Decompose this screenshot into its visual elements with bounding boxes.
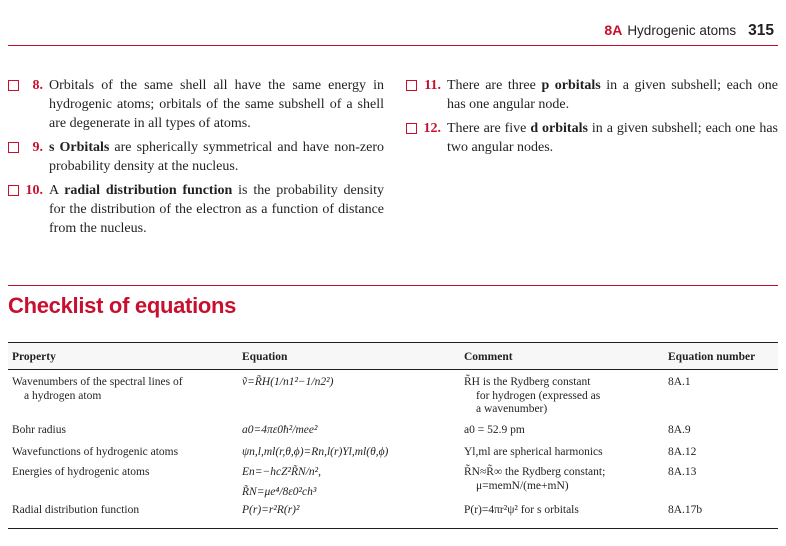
checkbox-square-icon [406, 80, 417, 91]
item-text: Orbitals of the same shell all have the same energy in hydrogenic atoms; orbitals of the same subshell of a shell are degenerate in all types of atoms. [49, 78, 384, 132]
header-equation: Equation [242, 351, 288, 363]
section-title: Hydrogenic atoms [627, 23, 737, 38]
cell-equation: a0=4πε0ħ²/mee² [242, 424, 318, 436]
cell-property: Wavenumbers of the spectral lines of a hydrogen atom [12, 376, 183, 402]
cell-property: Radial distribution function [12, 504, 140, 516]
item-number: 10. [25, 183, 43, 199]
section-number: 8A [604, 22, 623, 38]
cell-comment: Yl,ml are spherical harmonics [464, 446, 603, 458]
checklist-item [8, 181, 384, 239]
cell-comment: R̃H is the Rydberg constant for hydrogen (expressed as a wavenumber) [464, 376, 601, 415]
cell-equation: En=−hcZ²R̃N/n², R̃N=μe⁴/8ε0²ch³ [242, 466, 321, 498]
item-text: There are five d orbitals in a given subshell; each one has two angular nodes. [447, 120, 778, 156]
running-head [604, 22, 774, 40]
equations-heading: Checklist of equations [8, 293, 237, 318]
checkbox-square-icon [8, 80, 19, 91]
item-text: There are three p orbitals in a given subshell; each one has one angular node. [447, 78, 778, 113]
item-number: 9. [32, 140, 43, 156]
checklist-item [8, 138, 384, 176]
cell-equation-number: 8A.13 [668, 466, 697, 478]
table-header-row [8, 342, 778, 370]
item-number: 12. [423, 120, 441, 136]
item-number: 11. [424, 78, 441, 93]
table-bottom-rule [8, 528, 778, 529]
checkbox-square-icon [8, 185, 19, 196]
equations-table [8, 342, 778, 516]
cell-equation: ṽ=R̃H(1/n1²−1/n2²) [242, 376, 334, 388]
cell-property: Bohr radius [12, 424, 66, 436]
checklist-item [406, 76, 778, 114]
cell-equation: ψn,l,ml(r,θ,ϕ)=Rn,l(r)Yl,ml(θ,ϕ) [242, 446, 389, 458]
cell-comment: a0 = 52.9 pm [464, 424, 525, 436]
checkbox-square-icon [8, 142, 19, 153]
cell-property: Energies of hydrogenic atoms [12, 466, 150, 478]
checklist-left-column [8, 76, 384, 243]
cell-equation-number: 8A.17b [668, 504, 703, 516]
header-rule [8, 45, 778, 46]
cell-equation-number: 8A.1 [668, 376, 691, 388]
item-text: s Orbitals are spherically symmetrical and have non-zero probability density at the nucleus. [49, 140, 384, 175]
cell-equation: P(r)=r²R(r)² [242, 504, 300, 516]
header-equation-number: Equation number [668, 351, 756, 363]
header-property: Property [12, 351, 56, 363]
checkbox-square-icon [406, 123, 417, 134]
checklist-right-column [406, 76, 778, 162]
checklist-item [406, 119, 778, 157]
item-text: A radial distribution function is the probability density for the distribution of the electron as a function of distance from the nucleus. [49, 183, 385, 237]
section-rule [8, 285, 778, 286]
cell-equation-number: 8A.9 [668, 424, 691, 436]
cell-comment: P(r)=4πr²ψ² for s orbitals [464, 504, 579, 516]
cell-equation-number: 8A.12 [668, 446, 697, 458]
item-number: 8. [32, 78, 43, 93]
cell-comment: R̃N≈R̃∞ the Rydberg constant; μ=memN/(me+mN) [464, 466, 606, 492]
page-number: 315 [748, 22, 774, 39]
checklist-item [8, 76, 384, 134]
cell-property: Wavefunctions of hydrogenic atoms [12, 446, 179, 458]
header-comment: Comment [464, 351, 513, 363]
